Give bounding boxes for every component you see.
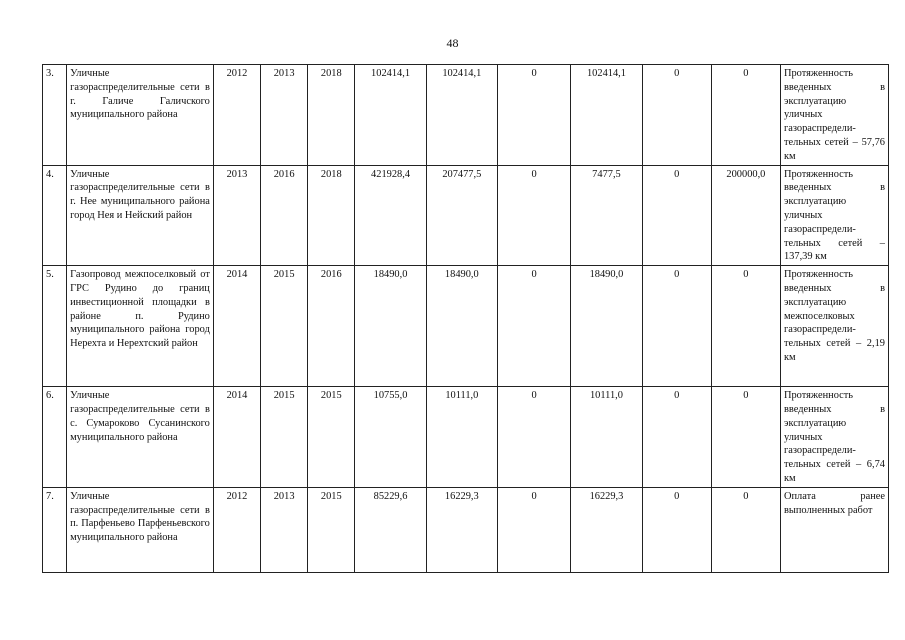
year-end: 2018	[308, 165, 355, 266]
year-mid: 2015	[261, 266, 308, 387]
municipal-budget: 0	[642, 387, 711, 488]
regional-budget: 16229,3	[571, 487, 642, 572]
year-end: 2015	[308, 487, 355, 572]
total-cost: 18490,0	[355, 266, 426, 387]
page-number: 48	[446, 36, 459, 50]
municipal-budget: 0	[642, 65, 711, 166]
other-sources: 0	[711, 65, 780, 166]
object-name: Уличные газораспределительные сети в с. Сумароково Сусанинского муниципального района	[67, 387, 214, 488]
expected-result: Протяженность введенных в эксплуатацию уличных газораспредели-тельных сетей – 137,39 км	[780, 165, 888, 266]
investment-table	[42, 64, 889, 573]
total-cost: 102414,1	[355, 65, 426, 166]
table-row	[43, 387, 889, 488]
row-number: 3.	[43, 65, 67, 166]
row-number: 5.	[43, 266, 67, 387]
year-start: 2014	[213, 266, 260, 387]
table-row	[43, 266, 889, 387]
expected-result: Протяженность введенных в эксплуатацию уличных газораспредели-тельных сетей – 6,74 км	[780, 387, 888, 488]
municipal-budget: 0	[642, 266, 711, 387]
federal-budget: 0	[497, 165, 570, 266]
table-row	[43, 487, 889, 572]
funding-amount: 16229,3	[426, 487, 497, 572]
table-row	[43, 165, 889, 266]
year-mid: 2016	[261, 165, 308, 266]
municipal-budget: 0	[642, 165, 711, 266]
federal-budget: 0	[497, 266, 570, 387]
object-name: Уличные газораспределительные сети в п. Парфеньево Парфеньевского муниципального района	[67, 487, 214, 572]
regional-budget: 7477,5	[571, 165, 642, 266]
funding-amount: 207477,5	[426, 165, 497, 266]
row-number: 6.	[43, 387, 67, 488]
expected-result: Протяженность введенных в эксплуатацию уличных газораспредели-тельных сетей – 57,76 км	[780, 65, 888, 166]
total-cost: 10755,0	[355, 387, 426, 488]
table-row	[43, 65, 889, 166]
year-start: 2014	[213, 387, 260, 488]
federal-budget: 0	[497, 65, 570, 166]
total-cost: 421928,4	[355, 165, 426, 266]
other-sources: 0	[711, 487, 780, 572]
expected-result: Протяженность введенных в эксплуатацию межпоселковых газораспредели-тельных сетей – 2,19 км	[780, 266, 888, 387]
year-mid: 2013	[261, 65, 308, 166]
funding-amount: 102414,1	[426, 65, 497, 166]
other-sources: 0	[711, 387, 780, 488]
federal-budget: 0	[497, 487, 570, 572]
federal-budget: 0	[497, 387, 570, 488]
year-mid: 2015	[261, 387, 308, 488]
row-number: 7.	[43, 487, 67, 572]
other-sources: 200000,0	[711, 165, 780, 266]
other-sources: 0	[711, 266, 780, 387]
row-number: 4.	[43, 165, 67, 266]
object-name: Газопровод межпоселковый от ГРС Рудино до границ инвестиционной площадки в районе п. Рудино муниципального района город Нерехта и Нерехтский район	[67, 266, 214, 387]
year-start: 2012	[213, 487, 260, 572]
regional-budget: 18490,0	[571, 266, 642, 387]
object-name: Уличные газораспределительные сети в г. Галиче Галичского муниципального района	[67, 65, 214, 166]
year-start: 2012	[213, 65, 260, 166]
year-start: 2013	[213, 165, 260, 266]
funding-amount: 18490,0	[426, 266, 497, 387]
funding-amount: 10111,0	[426, 387, 497, 488]
year-end: 2018	[308, 65, 355, 166]
expected-result: Оплата ранее выполненных работ	[780, 487, 888, 572]
year-end: 2016	[308, 266, 355, 387]
year-end: 2015	[308, 387, 355, 488]
regional-budget: 10111,0	[571, 387, 642, 488]
total-cost: 85229,6	[355, 487, 426, 572]
year-mid: 2013	[261, 487, 308, 572]
object-name: Уличные газораспределительные сети в г. Нее муниципального района город Нея и Нейский район	[67, 165, 214, 266]
municipal-budget: 0	[642, 487, 711, 572]
regional-budget: 102414,1	[571, 65, 642, 166]
